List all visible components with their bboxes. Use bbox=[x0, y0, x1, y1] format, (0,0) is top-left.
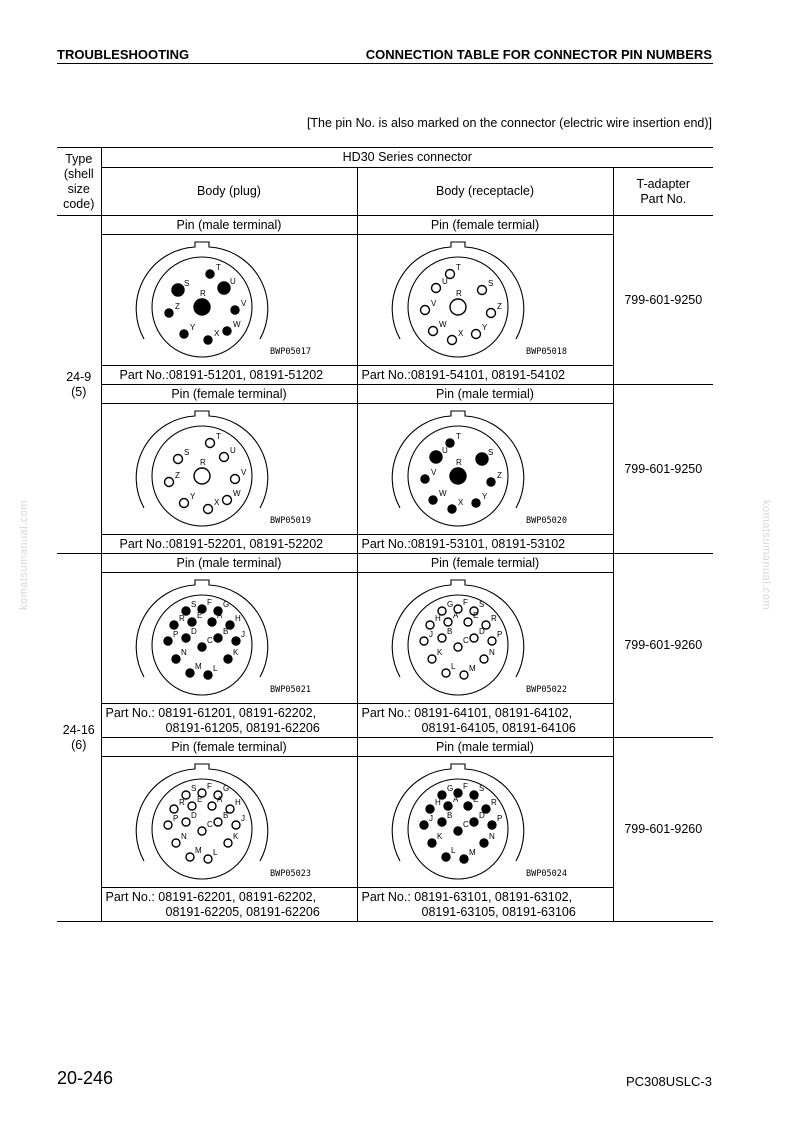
watermark-left: komatsumanual.com bbox=[18, 500, 30, 610]
adapter-part-no: 799-601-9260 bbox=[613, 738, 713, 922]
figure-code: BWP05018 bbox=[525, 347, 567, 357]
pin-label-M: M bbox=[194, 846, 202, 855]
pin-label-N: N bbox=[488, 832, 495, 841]
pin-B bbox=[438, 818, 446, 826]
pin-V bbox=[230, 475, 239, 484]
pin-label-C: C bbox=[462, 636, 469, 645]
pin-label: Pin (female termial) bbox=[357, 216, 613, 235]
pin-label-Y: Y bbox=[481, 492, 487, 501]
pin-H bbox=[426, 805, 434, 813]
part-number: Part No.: 08191-64101, 08191-64102, 08191-64105, 08191-64106 bbox=[357, 704, 613, 738]
pin-Y bbox=[471, 330, 480, 339]
pin-E bbox=[188, 618, 196, 626]
pin-label-M: M bbox=[194, 662, 202, 671]
pin-label-Z: Z bbox=[496, 302, 502, 311]
pin-label-U: U bbox=[441, 446, 448, 455]
pin-label-N: N bbox=[180, 832, 187, 841]
pin-label-N: N bbox=[180, 648, 187, 657]
pin-B bbox=[214, 634, 222, 642]
connector-table bbox=[57, 147, 713, 922]
pin-label-A: A bbox=[452, 795, 458, 804]
pin-label-F: F bbox=[462, 598, 468, 607]
pin-label-D: D bbox=[478, 627, 485, 636]
pin-label-R: R bbox=[455, 458, 462, 467]
pin-label-G: G bbox=[446, 600, 453, 609]
pin-D bbox=[470, 818, 478, 826]
pin-V bbox=[231, 306, 239, 314]
pin-label-K: K bbox=[232, 832, 238, 841]
pin-W bbox=[222, 496, 231, 505]
figure-code: BWP05017 bbox=[269, 347, 311, 357]
pin-label-L: L bbox=[212, 664, 217, 673]
pin-label: Pin (male termial) bbox=[357, 385, 613, 404]
header-section-title: TROUBLESHOOTING bbox=[57, 47, 190, 62]
part-number: Part No.:08191-52201, 08191-52202 bbox=[101, 535, 357, 554]
pin-Z bbox=[487, 478, 495, 486]
pin-label-S: S bbox=[190, 784, 196, 793]
pin-U bbox=[218, 282, 230, 294]
connector-face bbox=[358, 235, 612, 365]
pin-label-Y: Y bbox=[189, 492, 195, 501]
connector-face bbox=[102, 573, 356, 703]
pin-label-H: H bbox=[434, 614, 441, 623]
connector-diagram bbox=[357, 404, 613, 535]
pin-E bbox=[464, 802, 472, 810]
pin-N bbox=[172, 655, 180, 663]
pin-label-S: S bbox=[183, 448, 189, 457]
pin-B bbox=[214, 818, 222, 826]
figure-code: BWP05022 bbox=[525, 685, 567, 695]
pin-C bbox=[454, 827, 462, 835]
model-number: PC308USLC-3 bbox=[626, 1074, 712, 1089]
pin-label-G: G bbox=[222, 600, 229, 609]
pin-label-J: J bbox=[240, 630, 245, 639]
pin-S bbox=[172, 284, 184, 296]
pin-label-S: S bbox=[487, 279, 493, 288]
pin-label-Z: Z bbox=[174, 302, 180, 311]
pin-J bbox=[232, 637, 240, 645]
connector-diagram bbox=[357, 757, 613, 888]
pin-label-D: D bbox=[190, 627, 197, 636]
pin-X bbox=[447, 336, 456, 345]
pin-D bbox=[182, 634, 190, 642]
pin-label-X: X bbox=[213, 498, 219, 507]
plug-header: Body (plug) bbox=[101, 168, 357, 216]
pin-label-A: A bbox=[216, 795, 222, 804]
pin-label-R: R bbox=[455, 289, 462, 298]
pin-M bbox=[186, 669, 194, 677]
part-number: Part No.: 08191-62201, 08191-62202, 08191-62205, 08191-62206 bbox=[101, 888, 357, 922]
pin-L bbox=[442, 669, 450, 677]
pin-J bbox=[420, 637, 428, 645]
pin-label-T: T bbox=[215, 432, 221, 441]
pin-V bbox=[420, 306, 429, 315]
connector-face bbox=[358, 573, 612, 703]
pin-label-W: W bbox=[232, 320, 241, 329]
pin-label: Pin (male termial) bbox=[357, 738, 613, 757]
pin-label-R: R bbox=[199, 289, 206, 298]
connector-diagram bbox=[357, 573, 613, 704]
pin-label-B: B bbox=[446, 627, 452, 636]
pin-label-B: B bbox=[222, 627, 228, 636]
part-number: Part No.: 08191-63101, 08191-63102, 08191-63105, 08191-63106 bbox=[357, 888, 613, 922]
pin-C bbox=[198, 827, 206, 835]
pin-label-U: U bbox=[229, 446, 236, 455]
figure-code: BWP05024 bbox=[525, 869, 567, 879]
pin-N bbox=[480, 655, 488, 663]
pin-D bbox=[470, 634, 478, 642]
part-number: Part No.: 08191-61201, 08191-62202, 08191-61205, 08191-62206 bbox=[101, 704, 357, 738]
pin-label-X: X bbox=[213, 329, 219, 338]
header-rule bbox=[57, 63, 713, 64]
pin-label-B: B bbox=[222, 811, 228, 820]
pin-A bbox=[444, 618, 452, 626]
pin-S bbox=[476, 453, 488, 465]
pin-R bbox=[450, 299, 466, 315]
pin-note: [The pin No. is also marked on the connector (electric wire insertion end)] bbox=[306, 116, 712, 130]
pin-label-S: S bbox=[190, 600, 196, 609]
pin-label-G: G bbox=[222, 784, 229, 793]
pin-label: Pin (female termial) bbox=[357, 554, 613, 573]
pin-label-R: R bbox=[178, 798, 185, 807]
adapter-part-no: 799-601-9250 bbox=[613, 216, 713, 385]
pin-W bbox=[429, 496, 437, 504]
figure-code: BWP05023 bbox=[269, 869, 311, 879]
pin-M bbox=[460, 855, 468, 863]
pin-label-R: R bbox=[178, 614, 185, 623]
pin-label-S: S bbox=[478, 784, 484, 793]
connector-face bbox=[358, 757, 612, 887]
pin-label-V: V bbox=[430, 299, 436, 308]
pin-label-K: K bbox=[436, 832, 442, 841]
pin-R bbox=[170, 805, 178, 813]
pin-label-J: J bbox=[428, 814, 433, 823]
pin-label-S: S bbox=[478, 600, 484, 609]
pin-label-L: L bbox=[450, 662, 455, 671]
pin-K bbox=[224, 839, 232, 847]
pin-C bbox=[454, 643, 462, 651]
pin-S bbox=[477, 286, 486, 295]
pin-C bbox=[198, 643, 206, 651]
pin-R bbox=[194, 299, 210, 315]
pin-label-C: C bbox=[206, 636, 213, 645]
pin-label-Y: Y bbox=[481, 323, 487, 332]
adapter-part-no: 799-601-9260 bbox=[613, 554, 713, 738]
pin-label-P: P bbox=[172, 630, 178, 639]
pin-J bbox=[420, 821, 428, 829]
adapter-part-no: 799-601-9250 bbox=[613, 385, 713, 554]
pin-A bbox=[208, 802, 216, 810]
type-header: Type (shell size code) bbox=[57, 148, 101, 216]
pin-label-Z: Z bbox=[174, 471, 180, 480]
pin-label-V: V bbox=[240, 468, 246, 477]
pin-L bbox=[204, 855, 212, 863]
pin-label-F: F bbox=[206, 782, 212, 791]
connector-face bbox=[102, 404, 356, 534]
pin-label-T: T bbox=[455, 263, 461, 272]
pin-label-V: V bbox=[240, 299, 246, 308]
pin-label-A: A bbox=[216, 611, 222, 620]
part-number: Part No.:08191-53101, 08191-53102 bbox=[357, 535, 613, 554]
pin-label: Pin (female terminal) bbox=[101, 738, 357, 757]
connector-face bbox=[102, 235, 356, 365]
pin-E bbox=[464, 618, 472, 626]
pin-label-X: X bbox=[457, 498, 463, 507]
pin-N bbox=[480, 839, 488, 847]
pin-label-S: S bbox=[183, 279, 189, 288]
figure-code: BWP05020 bbox=[525, 516, 567, 526]
part-number: Part No.:08191-51201, 08191-51202 bbox=[101, 366, 357, 385]
pin-label-T: T bbox=[215, 263, 221, 272]
pin-label-P: P bbox=[496, 630, 502, 639]
pin-J bbox=[232, 821, 240, 829]
pin-T bbox=[206, 270, 214, 278]
pin-P bbox=[164, 637, 172, 645]
pin-B bbox=[438, 634, 446, 642]
pin-P bbox=[488, 821, 496, 829]
figure-code: BWP05021 bbox=[269, 685, 311, 695]
figure-code: BWP05019 bbox=[269, 516, 311, 526]
pin-label-T: T bbox=[455, 432, 461, 441]
pin-label-U: U bbox=[441, 277, 448, 286]
pin-T bbox=[205, 439, 214, 448]
pin-label-H: H bbox=[434, 798, 441, 807]
pin-label-A: A bbox=[452, 611, 458, 620]
pin-A bbox=[208, 618, 216, 626]
pin-label-K: K bbox=[232, 648, 238, 657]
pin-label-W: W bbox=[438, 320, 447, 329]
pin-label-P: P bbox=[496, 814, 502, 823]
connector-diagram bbox=[101, 757, 357, 888]
receptacle-header: Body (receptacle) bbox=[357, 168, 613, 216]
pin-label: Pin (female terminal) bbox=[101, 385, 357, 404]
pin-P bbox=[164, 821, 172, 829]
pin-label-V: V bbox=[430, 468, 436, 477]
pin-label-B: B bbox=[446, 811, 452, 820]
pin-X bbox=[203, 505, 212, 514]
pin-label-K: K bbox=[436, 648, 442, 657]
pin-label-H: H bbox=[234, 614, 241, 623]
pin-label-C: C bbox=[462, 820, 469, 829]
pin-label-X: X bbox=[457, 329, 463, 338]
pin-label-P: P bbox=[172, 814, 178, 823]
part-number: Part No.:08191-54101, 08191-54102 bbox=[357, 366, 613, 385]
pin-M bbox=[186, 853, 194, 861]
connector-diagram bbox=[101, 573, 357, 704]
header-page-title: CONNECTION TABLE FOR CONNECTOR PIN NUMBERS bbox=[365, 47, 712, 62]
pin-label-E: E bbox=[472, 795, 478, 804]
pin-Y bbox=[179, 499, 188, 508]
pin-label-E: E bbox=[472, 611, 478, 620]
pin-label-U: U bbox=[229, 277, 236, 286]
pin-U bbox=[430, 451, 442, 463]
pin-V bbox=[421, 475, 429, 483]
connector-face bbox=[102, 757, 356, 887]
pin-Z bbox=[486, 309, 495, 318]
pin-label-R: R bbox=[199, 458, 206, 467]
pin-R bbox=[170, 621, 178, 629]
pin-Z bbox=[164, 478, 173, 487]
pin-label-F: F bbox=[206, 598, 212, 607]
pin-R bbox=[450, 468, 466, 484]
pin-label-G: G bbox=[446, 784, 453, 793]
pin-label-N: N bbox=[488, 648, 495, 657]
pin-label-E: E bbox=[196, 795, 202, 804]
connector-face bbox=[358, 404, 612, 534]
pin-L bbox=[442, 853, 450, 861]
pin-label-S: S bbox=[487, 448, 493, 457]
pin-label-E: E bbox=[196, 611, 202, 620]
pin-label-C: C bbox=[206, 820, 213, 829]
pin-label-Y: Y bbox=[189, 323, 195, 332]
pin-label-M: M bbox=[468, 664, 476, 673]
pin-Y bbox=[180, 330, 188, 338]
pin-label: Pin (male terminal) bbox=[101, 216, 357, 235]
connector-diagram bbox=[357, 235, 613, 366]
pin-W bbox=[223, 327, 231, 335]
pin-S bbox=[173, 455, 182, 464]
pin-K bbox=[428, 655, 436, 663]
pin-Z bbox=[165, 309, 173, 317]
pin-label-L: L bbox=[450, 846, 455, 855]
pin-label-D: D bbox=[190, 811, 197, 820]
pin-label-W: W bbox=[232, 489, 241, 498]
pin-K bbox=[428, 839, 436, 847]
connector-diagram bbox=[101, 404, 357, 535]
pin-label-Z: Z bbox=[496, 471, 502, 480]
pin-E bbox=[188, 802, 196, 810]
pin-label-L: L bbox=[212, 848, 217, 857]
watermark-right: komatsumanual.com bbox=[760, 500, 772, 610]
series-header: HD30 Series connector bbox=[101, 148, 713, 168]
pin-X bbox=[204, 336, 212, 344]
connector-diagram bbox=[101, 235, 357, 366]
pin-N bbox=[172, 839, 180, 847]
pin-U bbox=[431, 284, 440, 293]
pin-label-R: R bbox=[490, 798, 497, 807]
pin-label-D: D bbox=[478, 811, 485, 820]
pin-R bbox=[194, 468, 210, 484]
pin-label-R: R bbox=[490, 614, 497, 623]
page-number: 20-246 bbox=[57, 1068, 114, 1088]
pin-W bbox=[428, 327, 437, 336]
adapter-header: T-adapter Part No. bbox=[613, 168, 713, 216]
pin-H bbox=[426, 621, 434, 629]
pin-label-H: H bbox=[234, 798, 241, 807]
type-cell-24-16: 24-16 (6) bbox=[57, 554, 101, 922]
pin-X bbox=[448, 505, 456, 513]
pin-U bbox=[219, 453, 228, 462]
pin-D bbox=[182, 818, 190, 826]
type-cell-24-9: 24-9 (5) bbox=[57, 216, 101, 554]
pin-label-J: J bbox=[240, 814, 245, 823]
pin-A bbox=[444, 802, 452, 810]
pin-label-J: J bbox=[428, 630, 433, 639]
pin-K bbox=[224, 655, 232, 663]
pin-label-W: W bbox=[438, 489, 447, 498]
pin-label-F: F bbox=[462, 782, 468, 791]
pin-M bbox=[460, 671, 468, 679]
pin-P bbox=[488, 637, 496, 645]
pin-label: Pin (male terminal) bbox=[101, 554, 357, 573]
pin-Y bbox=[472, 499, 480, 507]
pin-L bbox=[204, 671, 212, 679]
pin-label-M: M bbox=[468, 848, 476, 857]
